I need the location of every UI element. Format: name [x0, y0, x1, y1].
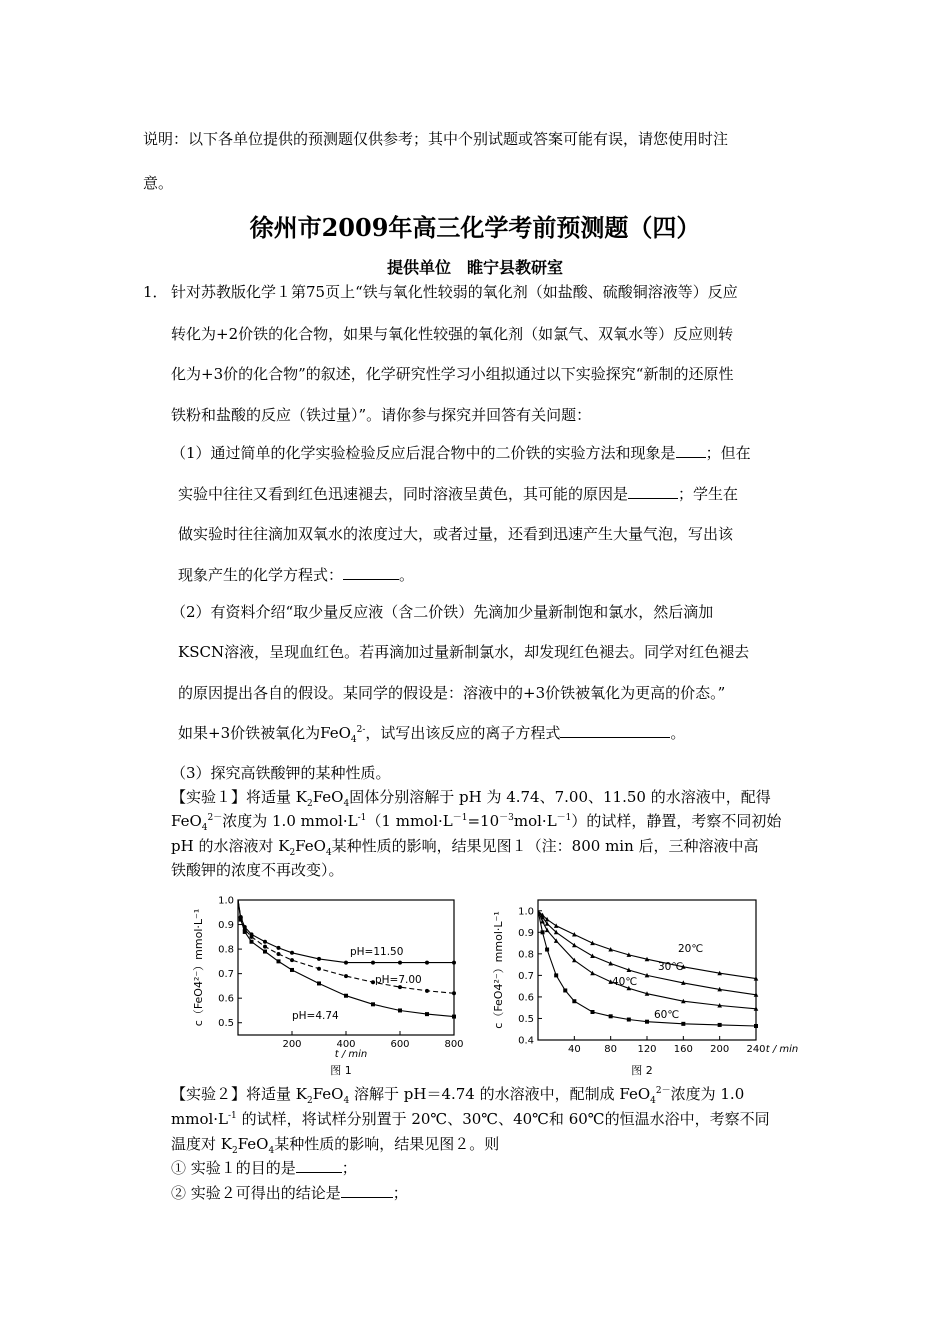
data-point	[263, 940, 267, 944]
y-tick-label: 0.9	[518, 927, 534, 939]
data-point	[452, 991, 456, 995]
exp1-line-2: FeO$_4^{2-}$浓度为 1.0 $mmol\cdot L^{-1}(1$ $mmol\cdot L^{-1}=10^{-3}mol\cdot L^{-1}$）的试样，静置，考察不同初始	[171, 812, 782, 833]
data-point	[398, 961, 402, 965]
answer-blank[interactable]	[628, 484, 678, 499]
plot-frame	[238, 900, 454, 1035]
y-axis-label: c（FeO4²⁻）mmol·L⁻¹	[492, 911, 505, 1029]
series-line	[238, 900, 454, 1017]
data-point	[290, 958, 294, 962]
data-point	[263, 950, 267, 954]
part3-heading: （3）探究高铁酸钾的某种性质。	[171, 764, 391, 782]
part2-line-2: KSCN溶液，呈现血红色。若再滴加过量新制氯水，却发现红色褪去。同学对红色褪去	[178, 643, 750, 661]
data-point	[371, 961, 375, 965]
intro-line-1: 针对苏教版化学１第75页上“铁与氧化性较弱的氧化剂（如盐酸、硫酸铜溶液等）反应	[171, 283, 738, 301]
data-point	[425, 961, 429, 965]
data-point	[554, 973, 558, 977]
data-point	[277, 959, 281, 963]
y-tick-label: 0.5	[518, 1013, 534, 1025]
part2-line-4: 如果+3价铁被氧化为FeO$_4^{2-}$，试写出该反应的离子方程式 。	[178, 724, 686, 745]
part1-line-3: 做实验时往往滴加双氧水的浓度过大，或者过量，还看到迅速产生大量气泡，写出该	[178, 525, 734, 543]
series-label: 60℃	[654, 1009, 680, 1021]
x-tick-label: 120	[637, 1044, 657, 1055]
y-tick-label: 0.7	[518, 970, 534, 982]
data-point	[243, 930, 247, 934]
x-tick-label: 200	[710, 1044, 730, 1055]
series-label: pH=4.74	[292, 1010, 339, 1022]
data-point	[263, 945, 267, 949]
y-tick-label: 0.6	[218, 993, 234, 1005]
data-point	[545, 948, 549, 952]
part1-line-2: 实验中往往又看到红色迅速褪去，同时溶液呈黄色，其可能的原因是 ；学生在	[178, 485, 739, 503]
chart-2	[492, 900, 798, 1077]
intro-line-3: 化为+3价的化合物”的叙述，化学研究性学习小组拟通过以下实验探究“新制的还原性	[171, 365, 734, 383]
data-point	[452, 1015, 456, 1019]
data-point	[290, 968, 294, 972]
data-point	[250, 935, 254, 939]
exp2-line-1: 【实验２】将适量 $K_2FeO_4$ 溶解于 pH＝4.74 的水溶液中，配制成 FeO$_4^{2-}$浓度为 1.0	[171, 1085, 745, 1106]
series-label: 20℃	[678, 943, 704, 955]
x-tick-label: 40	[567, 1044, 581, 1055]
series-label: 30℃	[658, 961, 684, 973]
part1-line-4: 现象产生的化学方程式： 。	[178, 566, 415, 584]
answer-blank[interactable]	[676, 443, 706, 458]
data-point	[317, 967, 321, 971]
data-point	[563, 988, 567, 992]
data-point	[591, 1010, 595, 1014]
data-point	[317, 981, 321, 985]
chart-1	[192, 896, 464, 1078]
data-point	[541, 930, 545, 934]
y-tick-label: 0.5	[218, 1018, 234, 1030]
data-point	[425, 989, 429, 993]
charts-figure	[180, 885, 820, 1080]
data-point	[718, 1023, 722, 1027]
page-title: 徐州市2009年高三化学考前预测题（四）	[249, 213, 701, 242]
data-point	[590, 954, 595, 959]
data-point	[344, 961, 348, 965]
x-tick-label: 600	[390, 1039, 410, 1050]
data-point	[754, 1024, 758, 1028]
data-point	[371, 1002, 375, 1006]
data-point	[344, 994, 348, 998]
answer-blank[interactable]	[560, 723, 670, 738]
y-tick-label: 0.7	[218, 969, 234, 981]
data-point	[290, 951, 294, 955]
intro-line-4: 铁粉和盐酸的反应（铁过量）”。请你参与探究并回答有关问题：	[171, 406, 592, 424]
provider: 提供单位 睢宁县教研室	[386, 258, 563, 277]
sub-question-2: ② 实验２可得出的结论是 ；	[171, 1184, 408, 1202]
note-line-1: 说明：以下各单位提供的预测题仅供参考；其中个别试题或答案可能有误，请您使用时注	[143, 130, 729, 148]
sub-question-1: ① 实验１的目的是 ；	[171, 1159, 357, 1177]
y-tick-label: 0.8	[518, 949, 534, 961]
y-axis-label: c（FeO4²⁻）mmol·L⁻¹	[192, 908, 205, 1027]
x-tick-label: 160	[673, 1044, 693, 1055]
data-point	[425, 1012, 429, 1016]
answer-blank[interactable]	[296, 1158, 342, 1173]
data-point	[681, 1022, 685, 1026]
series-line	[538, 911, 756, 995]
question-number: 1．	[143, 283, 168, 301]
figure-caption: 图 2	[631, 1064, 653, 1077]
y-tick-label: 1.0	[218, 895, 234, 907]
note-line-2: 意。	[143, 174, 174, 192]
exp1-line-4: 铁酸钾的浓度不再改变）。	[171, 861, 344, 879]
data-point	[645, 1020, 649, 1024]
exp2-line-2: $mmol\cdot L^{-1}$ 的试样，将试样分别置于 20℃、30℃、40℃和 60℃的恒温水浴中，考察不同	[171, 1110, 770, 1128]
part1-line-1: （1）通过简单的化学实验检验反应后混合物中的二价铁的实验方法和现象是 ；但在	[171, 444, 751, 462]
series-label: 40℃	[612, 976, 638, 988]
y-tick-label: 0.9	[218, 920, 234, 932]
answer-blank[interactable]	[341, 1183, 393, 1198]
series-line	[238, 900, 454, 963]
series-line	[538, 911, 756, 979]
x-axis-label: t / min	[765, 1044, 799, 1055]
data-point	[609, 1014, 613, 1018]
y-tick-label: 0.4	[518, 1035, 534, 1047]
data-point	[545, 928, 550, 933]
x-tick-label: 240	[746, 1044, 766, 1055]
data-point	[239, 918, 243, 922]
series-line	[538, 911, 756, 1026]
exp1-line-1: 【实验１】将适量 $K_2FeO_4$固体分别溶解于 pH 为 4.74、7.00、11.50 的水溶液中，配得	[171, 788, 771, 809]
x-tick-label: 800	[444, 1039, 464, 1050]
data-point	[317, 957, 321, 961]
exp1-line-3: pH 的水溶液对 $K_2FeO_4$某种性质的影响，结果见图１（注：800 min 后，三种溶液中高	[171, 837, 759, 858]
data-point	[277, 946, 281, 950]
plot-frame	[538, 900, 756, 1040]
answer-blank[interactable]	[343, 565, 399, 580]
exp2-line-3: 温度对 $K_2FeO_4$某种性质的影响，结果见图２。则	[171, 1135, 500, 1156]
y-tick-label: 0.8	[218, 944, 234, 956]
data-point	[344, 974, 348, 978]
data-point	[277, 952, 281, 956]
x-axis-label: t / min	[334, 1049, 368, 1060]
x-tick-label: 200	[282, 1039, 302, 1050]
data-point	[572, 999, 576, 1003]
data-point	[250, 940, 254, 944]
intro-line-2: 转化为+2价铁的化合物，如果与氧化性较强的氧化剂（如氯气、双氧水等）反应则转	[171, 325, 734, 343]
part2-line-3: 的原因提出各自的假设。某同学的假设是：溶液中的+3价铁被氧化为更高的价态。”	[178, 684, 726, 702]
part2-line-1: （2）有资料介绍“取少量反应液（含二价铁）先滴加少量新制饱和氯水，然后滴加	[171, 603, 714, 621]
x-tick-label: 80	[604, 1044, 618, 1055]
figure-caption: 图 1	[330, 1064, 352, 1077]
series-label: pH=7.00	[375, 974, 422, 986]
data-point	[398, 1008, 402, 1012]
x-tick-label: 400	[336, 1039, 356, 1050]
series-label: pH=11.50	[350, 946, 404, 958]
y-tick-label: 1.0	[518, 906, 534, 918]
y-tick-label: 0.6	[518, 992, 534, 1004]
data-point	[452, 961, 456, 965]
data-point	[627, 1018, 631, 1022]
